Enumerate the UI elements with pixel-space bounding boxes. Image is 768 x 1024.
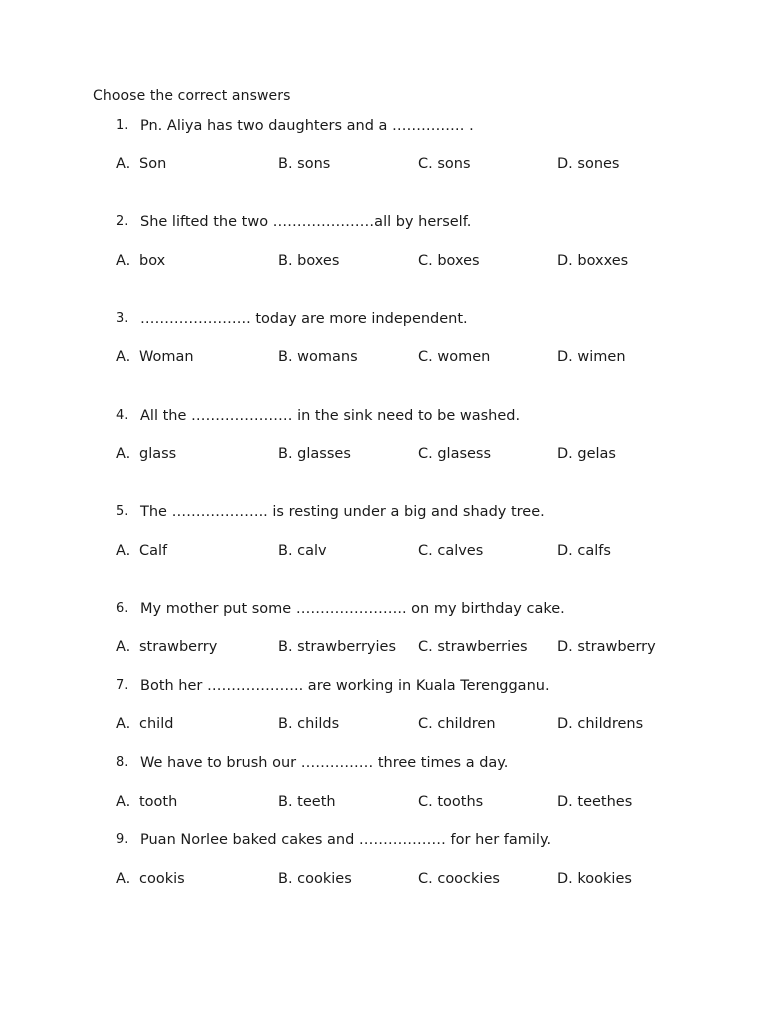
question-number: 4. xyxy=(116,408,129,423)
option-c: C. boxes xyxy=(418,253,480,269)
option-c: C. children xyxy=(418,716,496,732)
option-d: D. childrens xyxy=(557,716,644,732)
option-b: B. strawberryies xyxy=(278,639,396,655)
options-row-2 xyxy=(116,251,736,271)
option-c: C. strawberries xyxy=(418,639,528,655)
options-row-8 xyxy=(116,792,736,812)
option-b: B. childs xyxy=(278,716,340,732)
option-c: C. tooths xyxy=(418,794,484,810)
question-2 xyxy=(116,212,736,232)
question-number: 7. xyxy=(116,678,129,693)
question-number: 8. xyxy=(116,755,129,770)
option-a: A. strawberry xyxy=(116,639,218,655)
option-c: C. calves xyxy=(418,543,484,559)
question-1 xyxy=(116,116,736,136)
options-row-5 xyxy=(116,541,736,561)
question-number: 2. xyxy=(116,214,129,229)
question-4 xyxy=(116,406,736,426)
question-number: 1. xyxy=(116,118,129,133)
question-3 xyxy=(116,309,736,329)
option-c: C. coockies xyxy=(418,871,500,887)
worksheet-heading: Choose the correct answers xyxy=(93,88,291,104)
options-row-1 xyxy=(116,154,736,174)
options-row-4 xyxy=(116,444,736,464)
question-text: Puan Norlee baked cakes and ……………… for her family. xyxy=(140,832,552,848)
question-number: 5. xyxy=(116,504,129,519)
option-d: D. sones xyxy=(557,156,620,172)
option-b: B. glasses xyxy=(278,446,351,462)
question-text: ………………….. today are more independent. xyxy=(140,311,468,327)
option-a: A. tooth xyxy=(116,794,178,810)
question-text: The ……………….. is resting under a big and shady tree. xyxy=(140,504,545,520)
question-6 xyxy=(116,599,736,619)
option-c: C. women xyxy=(418,349,491,365)
question-9 xyxy=(116,830,736,850)
question-8 xyxy=(116,753,736,773)
question-text: She lifted the two …………………all by herself. xyxy=(140,214,472,230)
option-a: A. box xyxy=(116,253,166,269)
option-a: A. cookis xyxy=(116,871,185,887)
question-text: Both her ……………….. are working in Kuala Terengganu. xyxy=(140,678,550,694)
question-text: My mother put some ………………….. on my birthday cake. xyxy=(140,601,565,617)
option-d: D. calfs xyxy=(557,543,611,559)
question-number: 3. xyxy=(116,311,129,326)
options-row-6 xyxy=(116,637,736,657)
option-c: C. sons xyxy=(418,156,471,172)
question-text: All the ………………… in the sink need to be washed. xyxy=(140,408,521,424)
option-d: D. boxxes xyxy=(557,253,629,269)
option-d: D. teethes xyxy=(557,794,633,810)
option-a: A. Son xyxy=(116,156,167,172)
option-b: B. cookies xyxy=(278,871,352,887)
option-d: D. gelas xyxy=(557,446,616,462)
option-c: C. glasess xyxy=(418,446,492,462)
option-a: A. Woman xyxy=(116,349,194,365)
option-d: D. strawberry xyxy=(557,639,656,655)
option-b: B. womans xyxy=(278,349,358,365)
option-a: A. Calf xyxy=(116,543,168,559)
options-row-3 xyxy=(116,347,736,367)
option-d: D. wimen xyxy=(557,349,626,365)
question-number: 6. xyxy=(116,601,129,616)
question-7 xyxy=(116,676,736,696)
option-a: A. glass xyxy=(116,446,177,462)
question-5 xyxy=(116,502,736,522)
option-b: B. teeth xyxy=(278,794,336,810)
question-text: We have to brush our …………… three times a day. xyxy=(140,755,509,771)
options-row-9 xyxy=(116,869,736,889)
option-b: B. boxes xyxy=(278,253,340,269)
question-text: Pn. Aliya has two daughters and a …………… . xyxy=(140,118,474,134)
option-a: A. child xyxy=(116,716,174,732)
option-d: D. kookies xyxy=(557,871,632,887)
options-row-7 xyxy=(116,714,736,734)
option-b: B. sons xyxy=(278,156,331,172)
question-number: 9. xyxy=(116,832,129,847)
option-b: B. calv xyxy=(278,543,327,559)
